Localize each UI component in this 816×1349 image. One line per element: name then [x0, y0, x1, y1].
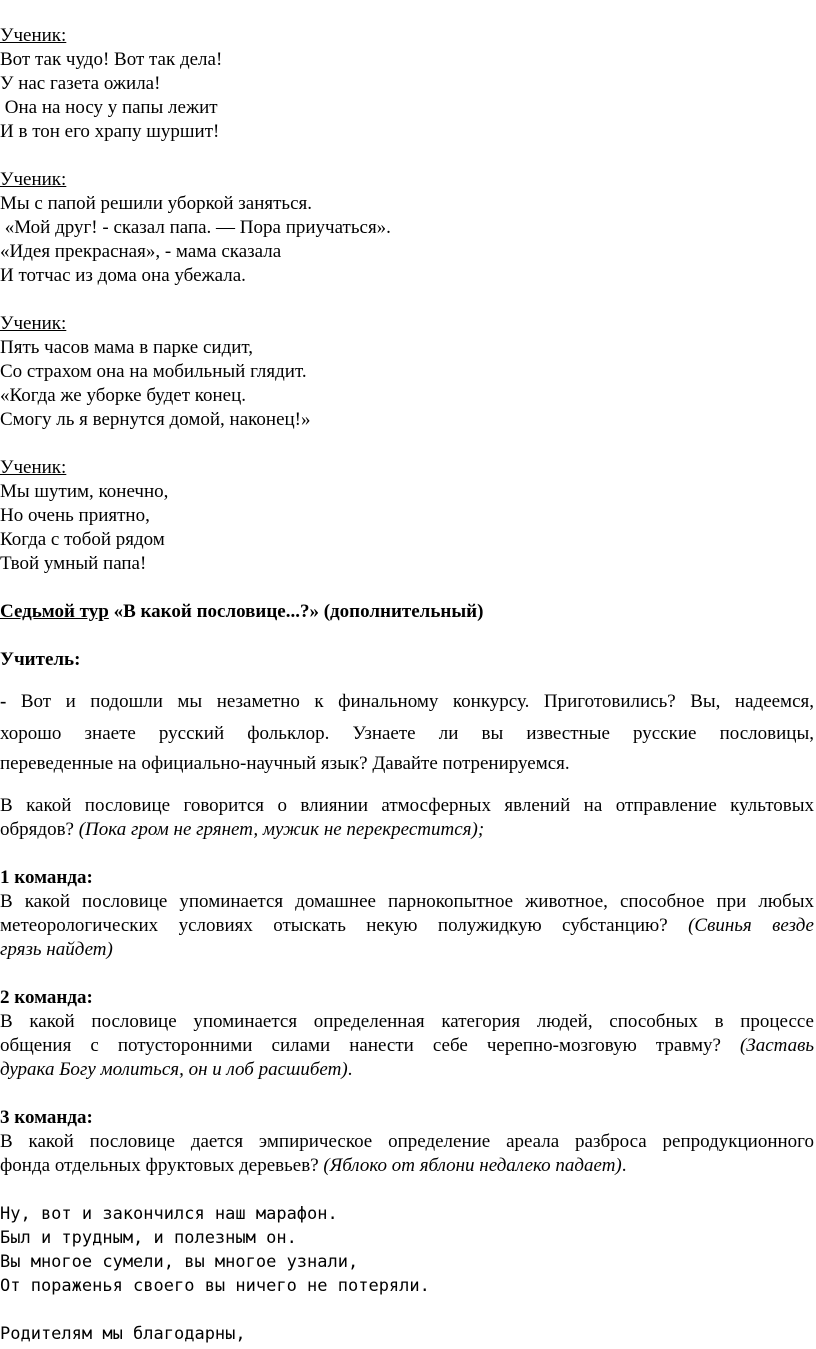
question-line: метеорологических условиях отыскать некую полужидкую субстанцию? (Свинья везде	[0, 915, 814, 936]
dash: -	[0, 691, 21, 712]
verse-line: Твой умный папа!	[0, 553, 147, 574]
verse-line: Со страхом она на мобильный глядит.	[0, 361, 307, 382]
tour-label: Седьмой тур	[0, 601, 109, 622]
speaker-label: Ученик:	[0, 25, 67, 46]
question-line: обрядов? (Пока гром не грянет, мужик не перекрестится);	[0, 819, 485, 840]
team-label: 1 команда:	[0, 867, 93, 888]
verse-line: «Когда же уборке будет конец.	[0, 385, 247, 406]
speaker-label: Ученик:	[0, 457, 67, 478]
verse-line: Смогу ль я вернутся домой, наконец!»	[0, 409, 311, 430]
team-label: 3 команда:	[0, 1107, 93, 1128]
verse-line: Когда с тобой рядом	[0, 529, 165, 550]
verse-line: Мы шутим, конечно,	[0, 481, 169, 502]
verse-line: Но очень приятно,	[0, 505, 150, 526]
verse-line: «Идея прекрасная», - мама сказала	[0, 241, 282, 262]
verse-line: Мы с папой решили уборкой заняться.	[0, 193, 312, 214]
answer: (Яблоко от яблони недалеко падает)	[323, 1155, 622, 1176]
team-label: 2 команда:	[0, 987, 93, 1008]
question-line: В какой пословице говорится о влиянии атмосферных явлений на отправление культовых	[0, 795, 814, 816]
closing-line: Был и трудным, и полезным он.	[0, 1228, 297, 1248]
verse-line: И тотчас из дома она убежала.	[0, 265, 246, 286]
tour-title: «В какой пословице...?» (дополнительный)	[108, 601, 484, 622]
answer: грязь найдет)	[0, 939, 113, 960]
verse-line: У нас газета ожила!	[0, 73, 161, 94]
question-line: общения с потусторонними силами нанести себе черепно-мозговую травму? (Заставь	[0, 1035, 814, 1056]
answer: дурака Богу молиться, он и лоб расшибет)	[0, 1059, 348, 1080]
closing-line: Ну, вот и закончился наш марафон.	[0, 1204, 338, 1224]
verse-line: Она на носу у папы лежит	[0, 97, 218, 118]
question-line: дурака Богу молиться, он и лоб расшибет).	[0, 1059, 353, 1080]
verse-line: Пять часов мама в парке сидит,	[0, 337, 254, 358]
closing-line: Вы многое сумели, вы многое узнали,	[0, 1252, 359, 1272]
section-heading	[0, 600, 816, 624]
answer: (Свинья везде	[688, 915, 814, 936]
verse-line: «Мой друг! - сказал папа. — Пора приучаться».	[0, 217, 391, 238]
teacher-paragraph-line: хорошо знаете русский фольклор. Узнаете ли вы известные русские пословицы,	[0, 723, 814, 744]
teacher-paragraph-line: переведенные на официально-научный язык? Давайте потренируемся.	[0, 753, 570, 774]
question-line: В какой пословице упоминается домашнее парнокопытное животное, способное при любых	[0, 891, 814, 912]
verse-line: И в тон его храпу шуршит!	[0, 121, 220, 142]
question-line: фонда отдельных фруктовых деревьев? (Яблоко от яблони недалеко падает).	[0, 1155, 627, 1176]
teacher-label: Учитель:	[0, 649, 81, 670]
speaker-label: Ученик:	[0, 313, 67, 334]
closing-line: От пораженья своего вы ничего не потеряли.	[0, 1276, 430, 1296]
question-line: В какой пословице дается эмпирическое определение ареала разброса репродукционного	[0, 1131, 814, 1152]
closing-line: Родителям мы благодарны,	[0, 1324, 246, 1344]
verse-line: Вот так чудо! Вот так дела!	[0, 49, 223, 70]
answer: (Пока гром не грянет, мужик не перекрестится);	[78, 819, 485, 840]
answer: (Заставь	[739, 1035, 814, 1056]
question-line: В какой пословице упоминается определенная категория людей, способных в процессе	[0, 1011, 814, 1032]
teacher-paragraph-line: - Вот и подошли мы незаметно к финальному конкурсу. Приготовились? Вы, надеемся,	[0, 691, 815, 712]
speaker-label: Ученик:	[0, 169, 67, 190]
